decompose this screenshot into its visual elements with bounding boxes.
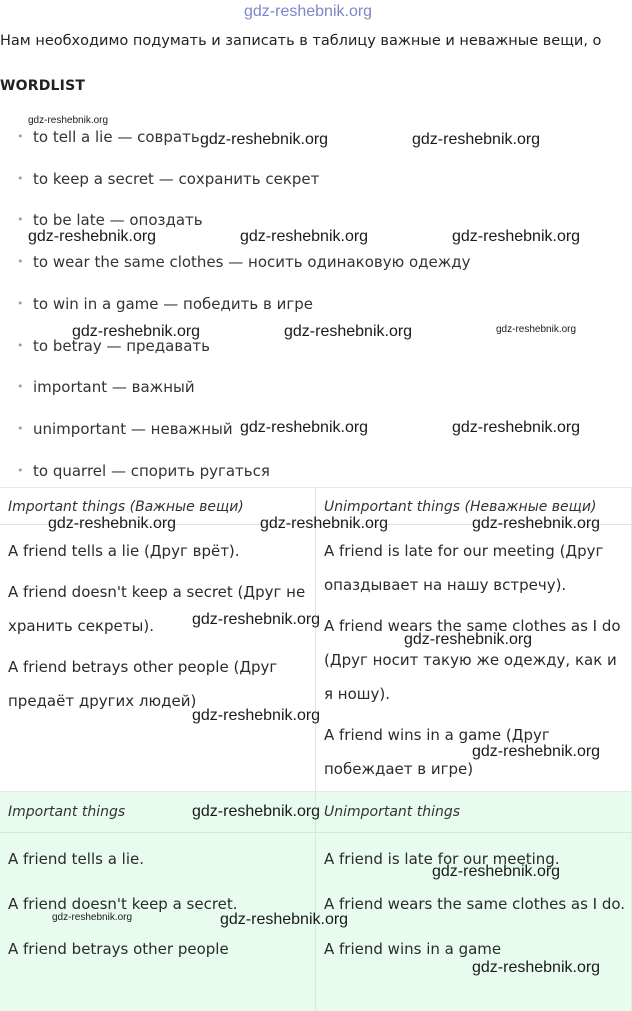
- bullet-icon: •: [17, 255, 24, 268]
- watermark: gdz-reshebnik.org: [412, 131, 541, 148]
- wordlist-item-text: to wear the same clothes — носить одинаковую одежду: [33, 253, 471, 271]
- wordlist-item-text: to tell a lie — соврать: [33, 128, 200, 146]
- watermark: gdz-reshebnik.org: [240, 419, 369, 436]
- list-item: A friend wins in a game: [324, 940, 502, 958]
- list-item: A friend wears the same clothes as I do.: [324, 895, 626, 913]
- watermark: gdz-reshebnik.org: [220, 911, 349, 928]
- bullet-icon: •: [17, 297, 24, 310]
- bullet-icon: •: [17, 339, 24, 352]
- bullet-icon: •: [17, 213, 24, 226]
- watermark: gdz-reshebnik.org: [496, 324, 577, 335]
- important-header: Important things (Важные вещи): [8, 499, 244, 515]
- watermark: gdz-reshebnik.org: [404, 631, 533, 648]
- column-divider: [315, 792, 316, 1011]
- watermark: gdz-reshebnik.org: [200, 131, 329, 148]
- list-item: A friend doesn't keep a secret (Друг не хранить секреты).: [8, 583, 306, 635]
- watermark: gdz-reshebnik.org: [72, 323, 201, 340]
- column-divider: [315, 488, 316, 791]
- bullet-icon: •: [17, 172, 24, 185]
- unimportant-header: Unimportant things: [324, 804, 461, 820]
- watermark: gdz-reshebnik.org: [48, 515, 177, 532]
- bullet-icon: •: [17, 422, 24, 435]
- watermark: gdz-reshebnik.org: [52, 912, 133, 923]
- wordlist-item: [17, 462, 270, 480]
- watermark: gdz-reshebnik.org: [192, 803, 321, 820]
- important-header: Important things: [8, 804, 126, 820]
- list-item: A friend wears the same clothes as I do (Друг носит такую же одежду, как и я ношу).: [324, 617, 621, 703]
- header-divider: [0, 832, 631, 833]
- list-item: A friend tells a lie.: [8, 850, 144, 868]
- wordlist-heading: WORDLIST: [0, 78, 86, 94]
- list-item: A friend betrays other people: [8, 940, 229, 958]
- watermark: gdz-reshebnik.org: [28, 115, 109, 126]
- watermark: gdz-reshebnik.org: [284, 323, 413, 340]
- wordlist-item: [17, 253, 471, 271]
- watermark: gdz-reshebnik.org: [472, 515, 601, 532]
- watermark: gdz-reshebnik.org: [28, 228, 157, 245]
- wordlist-item: [17, 295, 313, 313]
- wordlist-item-text: to quarrel — спорить ругаться: [33, 462, 270, 480]
- unimportant-header: Unimportant things (Неважные вещи): [324, 499, 597, 515]
- watermark: gdz-reshebnik.org: [472, 743, 601, 760]
- wordlist-item: [17, 211, 203, 229]
- list-item: A friend doesn't keep a secret.: [8, 895, 238, 913]
- list-item: A friend betrays other people (Друг предаёт других людей): [8, 658, 278, 710]
- intro-text: Нам необходимо подумать и записать в таблицу важные и неважные вещи, о: [0, 33, 602, 49]
- watermark: gdz-reshebnik.org: [452, 419, 581, 436]
- bullet-icon: •: [17, 380, 24, 393]
- watermark: gdz-reshebnik.org: [240, 228, 369, 245]
- wordlist-item: [17, 128, 200, 146]
- wordlist-item-text: to win in a game — победить в игре: [33, 295, 313, 313]
- wordlist-item: [17, 170, 319, 188]
- list-item: A friend wins in a game (Друг побеждает в игре): [324, 726, 550, 778]
- wordlist-item: [17, 378, 195, 396]
- watermark: gdz-reshebnik.org: [472, 959, 601, 976]
- important-cell: [8, 534, 310, 725]
- table-important-unimportant-en: [0, 792, 632, 1011]
- important-cell: [8, 842, 310, 977]
- list-item: A friend is late for our meeting (Друг опаздывает на нашу встречу).: [324, 542, 604, 594]
- watermark: gdz-reshebnik.org: [452, 228, 581, 245]
- bullet-icon: •: [17, 464, 24, 477]
- watermark: gdz-reshebnik.org: [432, 863, 561, 880]
- bullet-icon: •: [17, 130, 24, 143]
- list-item: A friend tells a lie (Друг врёт).: [8, 542, 240, 560]
- wordlist-item-text: to keep a secret — сохранить секрет: [33, 170, 320, 188]
- wordlist-item-text: unimportant — неважный: [33, 420, 233, 438]
- wordlist-item-text: to betray — предавать: [33, 337, 210, 355]
- watermark: gdz-reshebnik.org: [192, 707, 321, 724]
- watermark-top: gdz-reshebnik.org: [244, 3, 373, 20]
- wordlist-item-text: to be late — опоздать: [33, 211, 203, 229]
- watermark: gdz-reshebnik.org: [260, 515, 389, 532]
- list-item: A friend is late for our meeting.: [324, 850, 560, 868]
- wordlist-item-text: important — важный: [33, 378, 195, 396]
- watermark: gdz-reshebnik.org: [192, 611, 321, 628]
- wordlist-item: [17, 420, 233, 438]
